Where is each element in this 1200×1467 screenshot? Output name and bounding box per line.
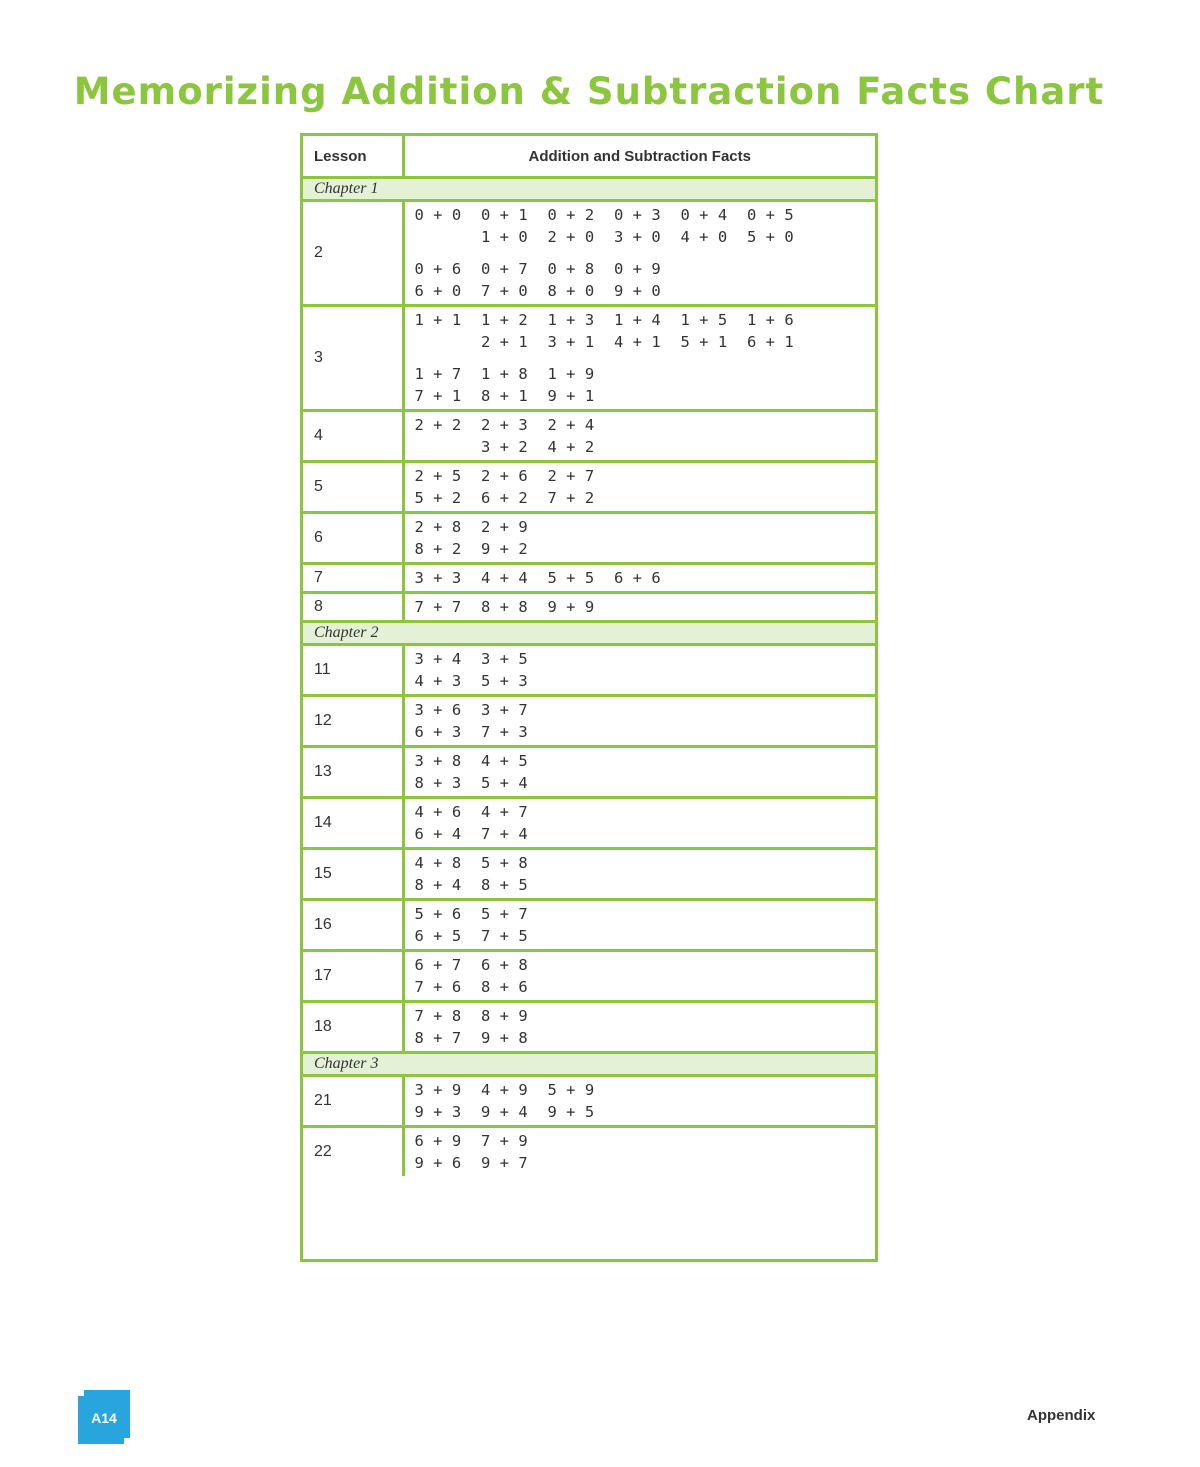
fact-line [415, 596, 876, 618]
table-row [303, 411, 875, 462]
page-number: A14 [91, 1410, 117, 1426]
lesson-column-header: Lesson [303, 136, 403, 178]
fact: 9 + 3 [414, 1103, 462, 1121]
fact-line [415, 801, 876, 823]
table-row [303, 951, 875, 1002]
lesson-number: 15 [303, 849, 403, 900]
fact-line [415, 823, 876, 845]
page-title: Memorizing Addition & Subtraction Facts Chart [73, 70, 1105, 113]
fact: 8 + 6 [481, 978, 528, 996]
fact-line [415, 750, 876, 772]
facts-cell [403, 1076, 875, 1127]
fact: 9 + 7 [481, 1154, 528, 1172]
lesson-number: 6 [303, 513, 403, 564]
fact: 6 + 9 [414, 1132, 462, 1150]
chapter-row [303, 622, 875, 645]
fact: 7 + 7 [414, 598, 462, 616]
fact-line [415, 331, 876, 353]
page-number-tab [78, 1390, 130, 1444]
fact: 2 + 5 [414, 467, 462, 485]
chapter-row [303, 178, 875, 201]
table-row [303, 849, 875, 900]
fact: 6 + 2 [481, 489, 528, 507]
fact: 8 + 7 [414, 1029, 462, 1047]
fact: 3 + 3 [414, 569, 462, 587]
fact-line [415, 385, 876, 407]
lesson-number: 4 [303, 411, 403, 462]
fact: 9 + 4 [481, 1103, 528, 1121]
fact-line [415, 414, 876, 436]
fact-line [415, 1101, 876, 1123]
facts-table-frame [300, 133, 878, 1262]
lesson-number: 5 [303, 462, 403, 513]
facts-cell [403, 462, 875, 513]
fact: 6 + 1 [747, 333, 794, 351]
fact: 2 + 4 [547, 416, 595, 434]
facts-cell [403, 564, 875, 593]
chapter-label: Chapter 2 [303, 622, 875, 645]
fact: 8 + 9 [481, 1007, 528, 1025]
fact: 1 + 4 [614, 311, 661, 329]
fact: 5 + 0 [747, 228, 794, 246]
fact-line [415, 436, 876, 458]
table-row [303, 798, 875, 849]
fact: 5 + 9 [547, 1081, 595, 1099]
fact: 3 + 8 [414, 752, 462, 770]
facts-cell [403, 747, 875, 798]
facts-cell [403, 645, 875, 696]
table-row [303, 645, 875, 696]
fact: 7 + 8 [414, 1007, 462, 1025]
fact: 2 + 9 [481, 518, 528, 536]
fact: 8 + 3 [414, 774, 462, 792]
fact: 9 + 1 [547, 387, 595, 405]
fact-line [415, 226, 876, 248]
fact-line [415, 954, 876, 976]
fact: 7 + 2 [547, 489, 595, 507]
fact: 5 + 2 [414, 489, 462, 507]
fact: 8 + 4 [414, 876, 462, 894]
fact: 2 + 2 [414, 416, 462, 434]
table-row [303, 462, 875, 513]
fact: 1 + 2 [481, 311, 528, 329]
fact: 5 + 5 [547, 569, 595, 587]
fact: 7 + 9 [481, 1132, 528, 1150]
fact-line [415, 903, 876, 925]
fact: 7 + 3 [481, 723, 528, 741]
fact-line [415, 204, 876, 226]
fact-line [415, 874, 876, 896]
fact: 9 + 8 [481, 1029, 528, 1047]
fact: 4 + 3 [414, 672, 462, 690]
fact: 3 + 4 [414, 650, 462, 668]
fact: 9 + 9 [547, 598, 595, 616]
lesson-number: 21 [303, 1076, 403, 1127]
lesson-number: 2 [303, 201, 403, 306]
fact: 6 + 5 [414, 927, 462, 945]
fact-line [415, 925, 876, 947]
fact: 4 + 6 [414, 803, 462, 821]
fact: 3 + 7 [481, 701, 528, 719]
fact-line [415, 852, 876, 874]
chapter-label: Chapter 3 [303, 1053, 875, 1076]
facts-cell [403, 696, 875, 747]
tab-notch [124, 1438, 130, 1444]
fact: 6 + 6 [614, 569, 661, 587]
fact: 4 + 2 [547, 438, 595, 456]
lesson-number: 18 [303, 1002, 403, 1053]
facts-cell [403, 513, 875, 564]
fact-line [415, 1152, 876, 1174]
fact: 1 + 8 [481, 365, 528, 383]
fact: 4 + 9 [481, 1081, 528, 1099]
fact-line [415, 1130, 876, 1152]
fact: 4 + 7 [481, 803, 528, 821]
fact: 7 + 0 [481, 282, 528, 300]
table-row [303, 1127, 875, 1177]
fact: 0 + 9 [614, 260, 661, 278]
fact-line [415, 772, 876, 794]
facts-cell [403, 1127, 875, 1177]
facts-cell [403, 411, 875, 462]
lesson-number: 22 [303, 1127, 403, 1177]
fact: 9 + 6 [414, 1154, 462, 1172]
facts-table [303, 136, 875, 1176]
table-header-row [303, 136, 875, 178]
table-row [303, 900, 875, 951]
fact-line [415, 670, 876, 692]
fact: 2 + 1 [481, 333, 528, 351]
table-row [303, 201, 875, 306]
fact-line [415, 567, 876, 589]
fact: 0 + 5 [747, 206, 794, 224]
lesson-number: 7 [303, 564, 403, 593]
fact: 0 + 6 [414, 260, 462, 278]
fact-line [415, 976, 876, 998]
fact: 1 + 1 [414, 311, 462, 329]
fact-line [415, 1027, 876, 1049]
fact: 0 + 1 [481, 206, 528, 224]
fact: 3 + 2 [481, 438, 528, 456]
fact: 3 + 6 [414, 701, 462, 719]
fact: 2 + 3 [481, 416, 528, 434]
fact: 2 + 6 [481, 467, 528, 485]
table-row [303, 1002, 875, 1053]
table-row [303, 306, 875, 411]
facts-cell [403, 201, 875, 306]
fact-line [415, 516, 876, 538]
fact: 2 + 7 [547, 467, 595, 485]
fact: 0 + 7 [481, 260, 528, 278]
lesson-number: 17 [303, 951, 403, 1002]
fact: 3 + 1 [547, 333, 595, 351]
fact: 0 + 4 [680, 206, 728, 224]
fact-line [415, 721, 876, 743]
fact: 5 + 4 [481, 774, 528, 792]
fact-line [415, 648, 876, 670]
tab-notch [78, 1390, 84, 1396]
fact: 1 + 9 [547, 365, 595, 383]
facts-cell [403, 1002, 875, 1053]
fact: 6 + 8 [481, 956, 528, 974]
lesson-number: 11 [303, 645, 403, 696]
fact: 5 + 7 [481, 905, 528, 923]
table-row [303, 593, 875, 622]
fact: 1 + 6 [747, 311, 794, 329]
fact: 9 + 5 [547, 1103, 595, 1121]
fact: 6 + 4 [414, 825, 462, 843]
fact: 4 + 1 [614, 333, 661, 351]
fact: 5 + 3 [481, 672, 528, 690]
fact: 1 + 7 [414, 365, 462, 383]
fact: 5 + 1 [680, 333, 728, 351]
fact: 8 + 2 [414, 540, 462, 558]
facts-cell [403, 593, 875, 622]
facts-cell [403, 849, 875, 900]
table-row [303, 696, 875, 747]
fact: 5 + 8 [481, 854, 528, 872]
fact: 6 + 3 [414, 723, 462, 741]
fact-line [415, 258, 876, 280]
facts-cell [403, 951, 875, 1002]
fact: 0 + 0 [414, 206, 462, 224]
block-gap [415, 353, 876, 363]
fact: 7 + 5 [481, 927, 528, 945]
fact: 2 + 0 [547, 228, 595, 246]
lesson-number: 3 [303, 306, 403, 411]
block-gap [415, 248, 876, 258]
fact: 1 + 0 [481, 228, 528, 246]
section-label: Appendix [1027, 1407, 1096, 1424]
fact: 0 + 3 [614, 206, 661, 224]
fact: 7 + 1 [414, 387, 462, 405]
chapter-row [303, 1053, 875, 1076]
fact: 7 + 4 [481, 825, 528, 843]
fact-line [415, 280, 876, 302]
facts-column-header: Addition and Subtraction Facts [403, 136, 875, 178]
fact: 3 + 5 [481, 650, 528, 668]
facts-cell [403, 798, 875, 849]
fact: 6 + 0 [414, 282, 462, 300]
fact: 0 + 8 [547, 260, 595, 278]
fact: 1 + 5 [680, 311, 728, 329]
lesson-number: 12 [303, 696, 403, 747]
lesson-number: 8 [303, 593, 403, 622]
fact: 4 + 8 [414, 854, 462, 872]
facts-cell [403, 900, 875, 951]
facts-cell [403, 306, 875, 411]
chapter-label: Chapter 1 [303, 178, 875, 201]
fact: 9 + 2 [481, 540, 528, 558]
fact: 5 + 6 [414, 905, 462, 923]
fact-line [415, 699, 876, 721]
fact: 4 + 5 [481, 752, 528, 770]
fact-line [415, 309, 876, 331]
fact: 8 + 0 [547, 282, 595, 300]
fact-line [415, 1005, 876, 1027]
table-row [303, 564, 875, 593]
fact: 2 + 8 [414, 518, 462, 536]
fact: 3 + 9 [414, 1081, 462, 1099]
fact: 8 + 8 [481, 598, 528, 616]
fact: 8 + 1 [481, 387, 528, 405]
fact: 0 + 2 [547, 206, 595, 224]
lesson-number: 13 [303, 747, 403, 798]
fact-line [415, 465, 876, 487]
fact-line [415, 538, 876, 560]
table-row [303, 747, 875, 798]
fact: 4 + 0 [680, 228, 728, 246]
table-row [303, 513, 875, 564]
fact: 7 + 6 [414, 978, 462, 996]
lesson-number: 14 [303, 798, 403, 849]
fact: 8 + 5 [481, 876, 528, 894]
fact: 9 + 0 [614, 282, 661, 300]
fact: 3 + 0 [614, 228, 661, 246]
fact: 4 + 4 [481, 569, 528, 587]
fact: 6 + 7 [414, 956, 462, 974]
table-row [303, 1076, 875, 1127]
lesson-number: 16 [303, 900, 403, 951]
fact: 1 + 3 [547, 311, 595, 329]
fact-line [415, 363, 876, 385]
fact-line [415, 1079, 876, 1101]
fact-line [415, 487, 876, 509]
